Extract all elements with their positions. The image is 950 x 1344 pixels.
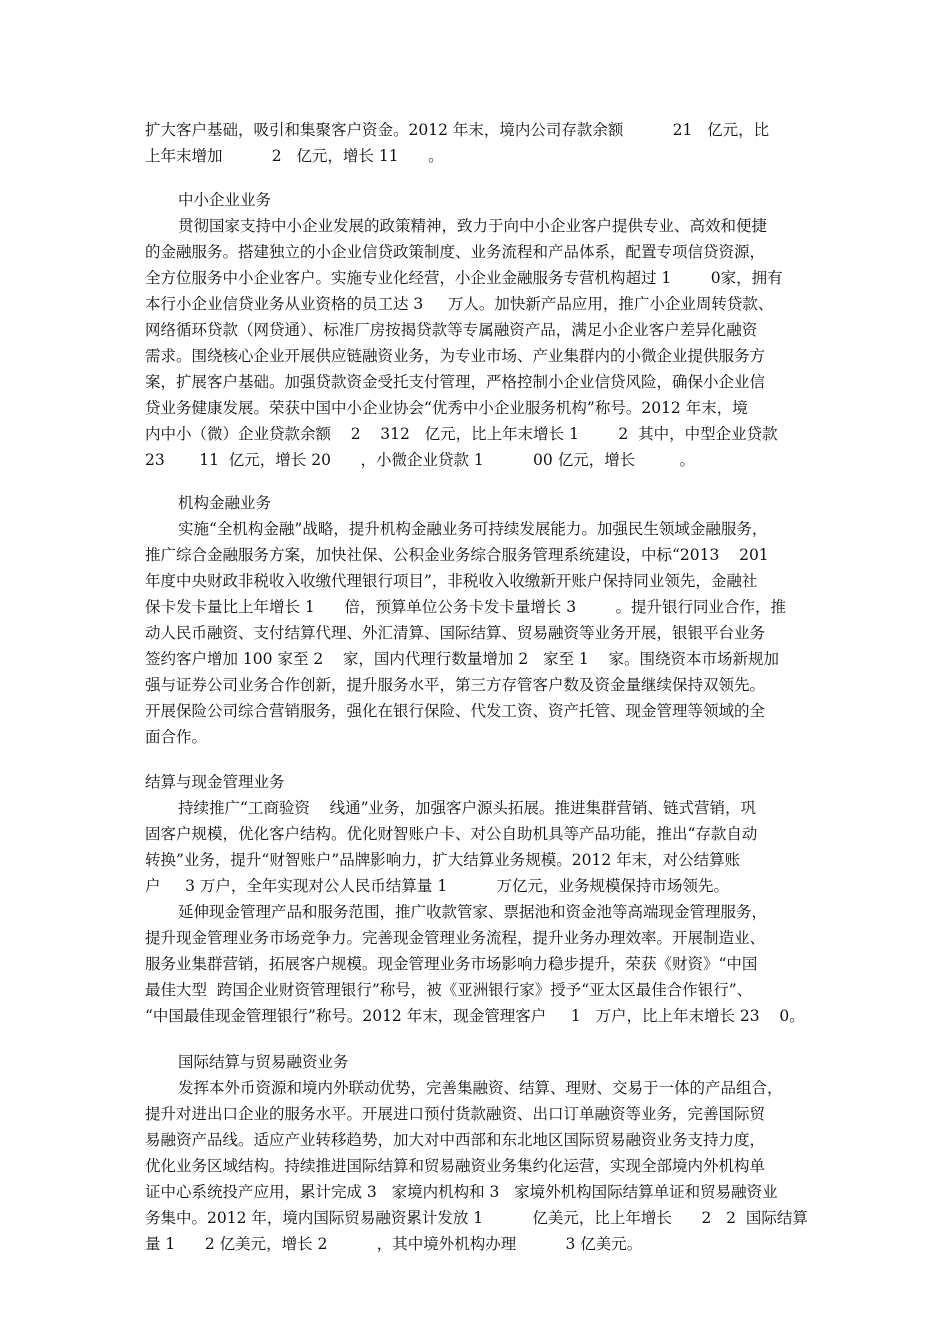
section-heading: 中小企业业务 xyxy=(178,191,272,209)
paragraph-line: 需求。围绕核心企业开展供应链融资业务，为专业市场、产业集群内的小微企业提供服务方 xyxy=(145,347,766,365)
paragraph-line: 的金融服务。搭建独立的小企业信贷政策制度、业务流程和产品体系，配置专项信贷资源， xyxy=(145,243,766,261)
paragraph-line: 务集中。2012 年，境内国际贸易融资累计发放 1 亿美元，比上年增长 2 2 国际结算 xyxy=(145,1209,808,1227)
paragraph-line: 动人民币融资、支付结算代理、外汇清算、国际结算、贸易融资等业务开展，银银平台业务 xyxy=(145,624,766,642)
paragraph-line: 贯彻国家支持中小企业发展的政策精神，致力于向中小企业客户提供专业、高效和便捷 xyxy=(178,217,768,235)
paragraph-line: 提升现金管理业务市场竞争力。完善现金管理业务流程，提升业务办理效率。开展制造业、 xyxy=(145,929,766,947)
section-heading: 国际结算与贸易融资业务 xyxy=(178,1053,349,1071)
paragraph-line: 案，扩展客户基础。加强贷款资金受托支付管理，严格控制小企业信贷风险，确保小企业信 xyxy=(145,373,766,391)
paragraph-line: 最佳大型 跨国企业财资管理银行”称号，被《亚洲银行家》授予“亚太区最佳合作银行”、 xyxy=(145,981,753,999)
paragraph-line: 强与证券公司业务合作创新，提升服务水平，第三方存管客户数及资金量继续保持双领先。 xyxy=(145,676,766,694)
paragraph-line: 上年末增加 2 亿元，增长 11 。 xyxy=(145,147,444,165)
paragraph-line: 内中小（微）企业贷款余额 2 312 亿元，比上年末增长 1 2 其中，中型企业贷款 xyxy=(145,425,778,443)
paragraph-line: 面合作。 xyxy=(145,728,208,746)
paragraph-line: 证中心系统投产应用，累计完成 3 家境内机构和 3 家境外机构国际结算单证和贸易融资业 xyxy=(145,1183,778,1201)
paragraph-line: 推广综合金融服务方案，加快社保、公积金业务综合服务管理系统建设，中标“2013 201 xyxy=(145,546,769,564)
paragraph-line: 户 3 万户，全年实现对公人民币结算量 1 万亿元，业务规模保持市场领先。 xyxy=(145,877,729,895)
paragraph-line: 网络循环贷款（网贷通）、标准厂房按揭贷款等专属融资产品，满足小企业客户差异化融资 xyxy=(145,321,758,339)
paragraph-line: 易融资产品线。适应产业转移趋势，加大对中西部和东北地区国际贸易融资业务支持力度， xyxy=(145,1131,766,1149)
paragraph-line: 本行小企业信贷业务从业资格的员工达 3 万人。加快新产品应用，推广小企业周转贷款、 xyxy=(145,295,774,313)
paragraph-line: 持续推广“工商验资 线通”业务，加强客户源头拓展。推进集群营销、链式营销，巩 xyxy=(178,799,757,817)
paragraph-line: 保卡发卡量比上年增长 1 倍，预算单位公务卡发卡量增长 3 。提升银行同业合作，推 xyxy=(145,598,787,616)
paragraph-line: 转换”业务，提升“财智账户”品牌影响力，扩大结算业务规模。2012 年末，对公结算账 xyxy=(145,851,741,869)
paragraph-line: 全方位服务中小企业客户。实施专业化经营，小企业金融服务专营机构超过 1 0家，拥有 xyxy=(145,269,783,287)
paragraph-line: 贷业务健康发展。荣获中国中小企业协会“优秀中小企业服务机构”称号。2012 年末，境 xyxy=(145,399,748,417)
paragraph-line: 优化业务区域结构。持续推进国际结算和贸易融资业务集约化运营，实现全部境内外机构单 xyxy=(145,1157,766,1175)
paragraph-line: 量 1 2 亿美元，增长 2 ，其中境外机构办理 3 亿美元。 xyxy=(145,1235,643,1253)
paragraph-line: 开展保险公司综合营销服务，强化在银行保险、代发工资、资产托管、现金管理等领域的全 xyxy=(145,702,766,720)
paragraph-line: “中国最佳现金管理银行”称号。2012 年末，现金管理客户 1 万户，比上年末增长 23 0。 xyxy=(145,1007,805,1025)
paragraph-line: 23 11 亿元，增长 20 ，小微企业贷款 1 00 亿元，增长 。 xyxy=(145,451,696,469)
paragraph-line: 年度中央财政非税收入收缴代理银行项目”，非税收入收缴新开账户保持同业领先，金融社 xyxy=(145,572,758,590)
paragraph-line: 签约客户增加 100 家至 2 家，国内代理行数量增加 2 家至 1 家。围绕资本市场新规加 xyxy=(145,650,780,668)
paragraph-line: 提升对进出口企业的服务水平。开展进口预付货款融资、出口订单融资等业务，完善国际贸 xyxy=(145,1105,766,1123)
paragraph-line: 固客户规模，优化客户结构。优化财智账户卡、对公自助机具等产品功能，推出“存款自动 xyxy=(145,825,758,843)
paragraph-line: 发挥本外币资源和境内外联动优势，完善集融资、结算、理财、交易于一体的产品组合， xyxy=(178,1079,783,1097)
section-heading: 结算与现金管理业务 xyxy=(145,773,285,791)
section-heading: 机构金融业务 xyxy=(178,494,272,512)
paragraph-line: 服务业集群营销，拓展客户规模。现金管理业务市场影响力稳步提升，荣获《财资》“中国 xyxy=(145,955,758,973)
paragraph-line: 延伸现金管理产品和服务范围，推广收款管家、票据池和资金池等高端现金管理服务， xyxy=(178,903,768,921)
paragraph-line: 扩大客户基础，吸引和集聚客户资金。2012 年末，境内公司存款余额 21 亿元，比 xyxy=(145,121,770,139)
paragraph-line: 实施“全机构金融”战略，提升机构金融业务可持续发展能力。加强民生领域金融服务， xyxy=(178,520,768,538)
